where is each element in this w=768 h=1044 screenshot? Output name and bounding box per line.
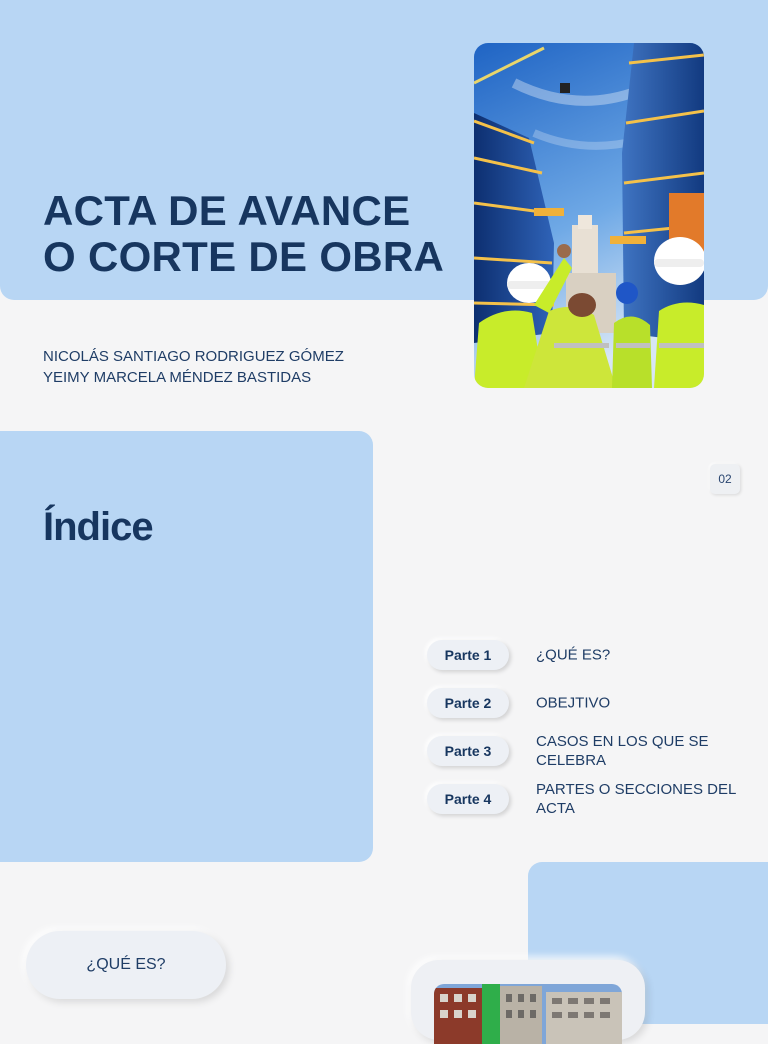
toc-label-1: ¿QUÉ ES?	[536, 646, 611, 664]
author-1: NICOLÁS SANTIAGO RODRIGUEZ GÓMEZ	[43, 348, 344, 365]
construction-workers-photo	[474, 43, 704, 388]
index-panel	[0, 431, 373, 862]
toc-item-2[interactable]	[427, 678, 747, 728]
cover-title	[43, 188, 444, 280]
page-number-badge: 02	[710, 464, 740, 494]
toc-part-2-button[interactable]: Parte 2	[427, 688, 509, 718]
toc-item-3[interactable]	[427, 726, 747, 776]
toc-label-3: CASOS EN LOS QUE SE CELEBRA	[536, 733, 709, 769]
cover-title-line-1: ACTA DE AVANCE	[43, 187, 411, 234]
authors	[43, 346, 344, 388]
toc-item-1[interactable]	[427, 630, 747, 680]
toc-label-4: PARTES O SECCIONES DEL ACTA	[536, 781, 736, 817]
building-photo	[434, 984, 622, 1044]
toc-part-1-button[interactable]: Parte 1	[427, 640, 509, 670]
toc-part-4-button[interactable]: Parte 4	[427, 784, 509, 814]
index-title: Índice	[43, 505, 153, 549]
author-2: YEIMY MARCELA MÉNDEZ BASTIDAS	[43, 369, 312, 386]
building-photo-card	[411, 960, 645, 1040]
cover-title-line-2: O CORTE DE OBRA	[43, 233, 445, 280]
que-es-button[interactable]: ¿QUÉ ES?	[26, 931, 226, 999]
toc-label-2: OBEJTIVO	[536, 694, 611, 712]
toc-part-3-button[interactable]: Parte 3	[427, 736, 509, 766]
toc-item-4[interactable]	[427, 774, 747, 824]
